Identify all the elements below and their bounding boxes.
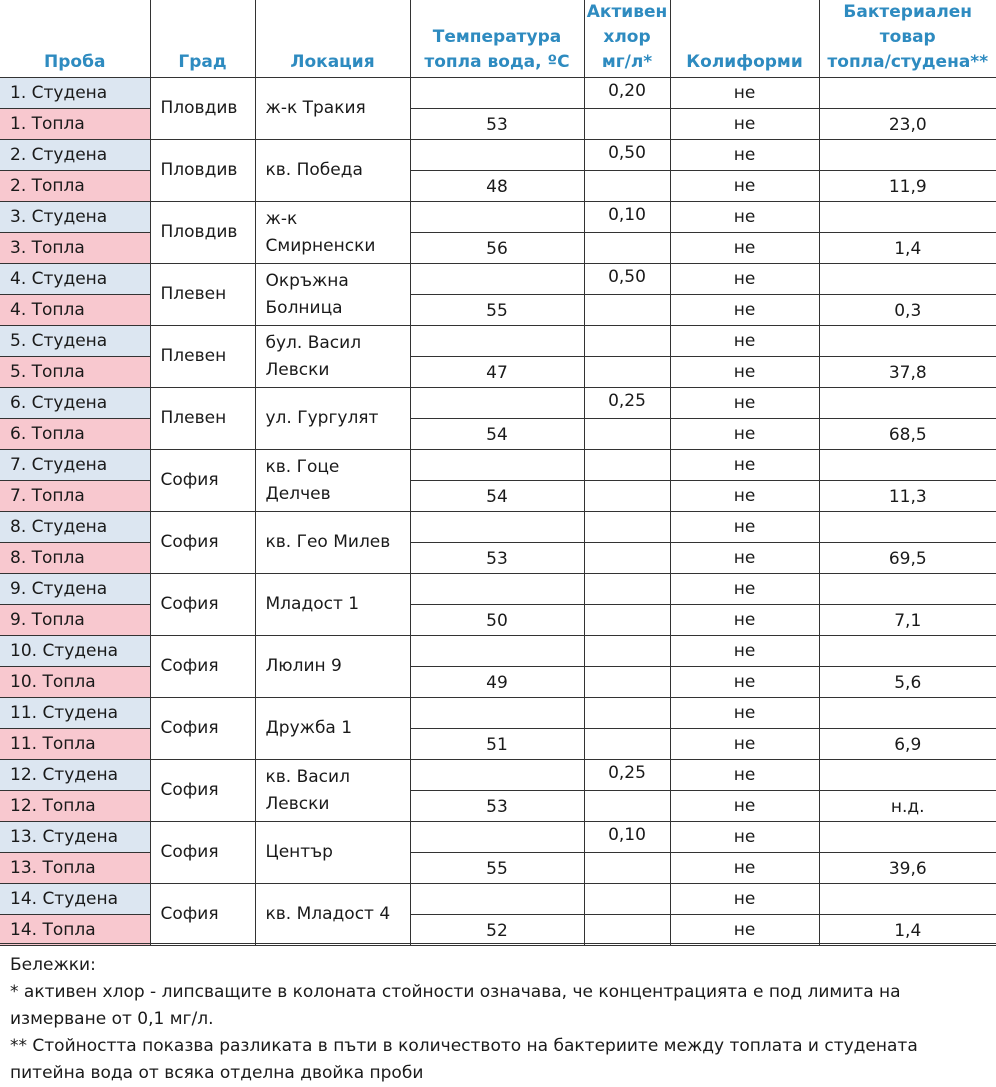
sample-cold-label: 3. Студена bbox=[0, 202, 150, 233]
sample-hot-label: 2. Топла bbox=[0, 171, 150, 202]
sample-city: Пловдив bbox=[150, 78, 255, 140]
temperature-value: 48 bbox=[410, 171, 584, 202]
hot-chlorine-cell bbox=[584, 605, 670, 636]
bacterial-load-value: 11,9 bbox=[819, 171, 996, 202]
sample-hot-label: 3. Топла bbox=[0, 233, 150, 264]
sample-location: кв. Младост 4 bbox=[255, 884, 410, 946]
cold-temperature-cell bbox=[410, 264, 584, 295]
temperature-value: 47 bbox=[410, 357, 584, 388]
header-coliforms: Колиформи bbox=[670, 0, 819, 78]
coliform-cold: не bbox=[670, 78, 819, 109]
coliform-hot: не bbox=[670, 481, 819, 512]
coliform-hot: не bbox=[670, 605, 819, 636]
sample-location: ж-к Тракия bbox=[255, 78, 410, 140]
table-row-cold bbox=[0, 636, 996, 667]
sample-cold-label: 11. Студена bbox=[0, 698, 150, 729]
bacterial-load-value: 68,5 bbox=[819, 419, 996, 450]
sample-city: София bbox=[150, 574, 255, 636]
sample-location: кв. Васил Левски bbox=[255, 760, 410, 822]
cold-temperature-cell bbox=[410, 574, 584, 605]
header-probe: Проба bbox=[0, 0, 150, 78]
coliform-hot: не bbox=[670, 171, 819, 202]
hot-chlorine-cell bbox=[584, 667, 670, 698]
sample-cold-label: 5. Студена bbox=[0, 326, 150, 357]
bacterial-load-value: 1,4 bbox=[819, 233, 996, 264]
coliform-hot: не bbox=[670, 109, 819, 140]
sample-cold-label: 10. Студена bbox=[0, 636, 150, 667]
coliform-hot: не bbox=[670, 233, 819, 264]
bacterial-load-value: 7,1 bbox=[819, 605, 996, 636]
bacterial-load-value: 37,8 bbox=[819, 357, 996, 388]
chlorine-value bbox=[584, 636, 670, 667]
table-row-cold bbox=[0, 264, 996, 295]
cold-temperature-cell bbox=[410, 636, 584, 667]
cold-temperature-cell bbox=[410, 698, 584, 729]
sample-cold-label: 9. Студена bbox=[0, 574, 150, 605]
table-row-cold bbox=[0, 698, 996, 729]
coliform-hot: не bbox=[670, 791, 819, 822]
hot-chlorine-cell bbox=[584, 233, 670, 264]
coliform-cold: не bbox=[670, 140, 819, 171]
table-row-cold bbox=[0, 326, 996, 357]
hot-chlorine-cell bbox=[584, 543, 670, 574]
table-row-hot bbox=[0, 853, 996, 884]
sample-location: кв. Гоце Делчев bbox=[255, 450, 410, 512]
sample-cold-label: 2. Студена bbox=[0, 140, 150, 171]
chlorine-value: 0,25 bbox=[584, 388, 670, 419]
sample-cold-label: 8. Студена bbox=[0, 512, 150, 543]
hot-chlorine-cell bbox=[584, 481, 670, 512]
cold-bacterial-cell bbox=[819, 264, 996, 295]
cold-temperature-cell bbox=[410, 450, 584, 481]
table-row-cold bbox=[0, 450, 996, 481]
hot-chlorine-cell bbox=[584, 171, 670, 202]
cold-bacterial-cell bbox=[819, 140, 996, 171]
table-row-hot bbox=[0, 791, 996, 822]
sample-location: кв. Победа bbox=[255, 140, 410, 202]
cold-bacterial-cell bbox=[819, 202, 996, 233]
temperature-value: 53 bbox=[410, 791, 584, 822]
table-row-hot bbox=[0, 233, 996, 264]
note-chlorine: * активен хлор - липсващите в колоната стойности означава, че концентрацията е под лимита на измерване от 0,1 мг/л. bbox=[10, 982, 901, 1029]
sample-hot-label: 10. Топла bbox=[0, 667, 150, 698]
sample-cold-label: 12. Студена bbox=[0, 760, 150, 791]
sample-location: Люлин 9 bbox=[255, 636, 410, 698]
cold-bacterial-cell bbox=[819, 698, 996, 729]
sample-location: кв. Гео Милев bbox=[255, 512, 410, 574]
sample-cold-label: 13. Студена bbox=[0, 822, 150, 853]
header-city: Град bbox=[150, 0, 255, 78]
temperature-value: 51 bbox=[410, 729, 584, 760]
chlorine-value: 0,25 bbox=[584, 760, 670, 791]
coliform-hot: не bbox=[670, 667, 819, 698]
hot-chlorine-cell bbox=[584, 915, 670, 946]
sample-hot-label: 13. Топла bbox=[0, 853, 150, 884]
coliform-cold: не bbox=[670, 202, 819, 233]
bacterial-load-value: 6,9 bbox=[819, 729, 996, 760]
table-row-hot bbox=[0, 171, 996, 202]
table-row-hot bbox=[0, 605, 996, 636]
coliform-cold: не bbox=[670, 388, 819, 419]
cold-temperature-cell bbox=[410, 884, 584, 915]
hot-chlorine-cell bbox=[584, 419, 670, 450]
bacterial-load-value: 1,4 bbox=[819, 915, 996, 946]
header-location: Локация bbox=[255, 0, 410, 78]
cold-temperature-cell bbox=[410, 202, 584, 233]
cold-temperature-cell bbox=[410, 140, 584, 171]
sample-cold-label: 6. Студена bbox=[0, 388, 150, 419]
cold-bacterial-cell bbox=[819, 822, 996, 853]
coliform-cold: не bbox=[670, 512, 819, 543]
header-chlorine: Активен хлор мг/л* bbox=[584, 0, 670, 78]
sample-hot-label: 1. Топла bbox=[0, 109, 150, 140]
sample-city: Пловдив bbox=[150, 140, 255, 202]
sample-location: Дружба 1 bbox=[255, 698, 410, 760]
hot-chlorine-cell bbox=[584, 729, 670, 760]
chlorine-value bbox=[584, 884, 670, 915]
sample-city: София bbox=[150, 512, 255, 574]
sample-location: Център bbox=[255, 822, 410, 884]
temperature-value: 52 bbox=[410, 915, 584, 946]
sample-hot-label: 5. Топла bbox=[0, 357, 150, 388]
cold-bacterial-cell bbox=[819, 760, 996, 791]
sample-hot-label: 12. Топла bbox=[0, 791, 150, 822]
temperature-value: 53 bbox=[410, 109, 584, 140]
cold-temperature-cell bbox=[410, 822, 584, 853]
cold-bacterial-cell bbox=[819, 78, 996, 109]
temperature-value: 55 bbox=[410, 295, 584, 326]
cold-bacterial-cell bbox=[819, 574, 996, 605]
note-bacterial: ** Стойността показва разликата в пъти в количеството на бактериите между топлата и студената питейна вода от всяка отделна двойка проби bbox=[10, 1036, 918, 1083]
sample-hot-label: 4. Топла bbox=[0, 295, 150, 326]
table-row-hot bbox=[0, 295, 996, 326]
table-row-hot bbox=[0, 419, 996, 450]
sample-location: бул. Васил Левски bbox=[255, 326, 410, 388]
sample-city: София bbox=[150, 760, 255, 822]
sample-cold-label: 14. Студена bbox=[0, 884, 150, 915]
sample-city: Плевен bbox=[150, 326, 255, 388]
coliform-cold: не bbox=[670, 822, 819, 853]
table-row-hot bbox=[0, 357, 996, 388]
table-row-cold bbox=[0, 388, 996, 419]
coliform-cold: не bbox=[670, 574, 819, 605]
sample-hot-label: 11. Топла bbox=[0, 729, 150, 760]
chlorine-value bbox=[584, 698, 670, 729]
cold-bacterial-cell bbox=[819, 636, 996, 667]
table-row-hot bbox=[0, 481, 996, 512]
chlorine-value: 0,50 bbox=[584, 264, 670, 295]
table-row-cold bbox=[0, 78, 996, 109]
coliform-cold: не bbox=[670, 636, 819, 667]
notes-title: Бележки: bbox=[10, 955, 96, 975]
coliform-cold: не bbox=[670, 264, 819, 295]
sample-location: Младост 1 bbox=[255, 574, 410, 636]
sample-city: Пловдив bbox=[150, 202, 255, 264]
hot-chlorine-cell bbox=[584, 295, 670, 326]
sample-hot-label: 8. Топла bbox=[0, 543, 150, 574]
coliform-hot: не bbox=[670, 853, 819, 884]
sample-cold-label: 7. Студена bbox=[0, 450, 150, 481]
table-row-cold bbox=[0, 202, 996, 233]
chlorine-value bbox=[584, 574, 670, 605]
sample-hot-label: 14. Топла bbox=[0, 915, 150, 946]
cold-bacterial-cell bbox=[819, 512, 996, 543]
coliform-hot: не bbox=[670, 543, 819, 574]
header-row bbox=[0, 0, 996, 78]
temperature-value: 56 bbox=[410, 233, 584, 264]
bacterial-load-value: 39,6 bbox=[819, 853, 996, 884]
cold-bacterial-cell bbox=[819, 884, 996, 915]
cold-temperature-cell bbox=[410, 760, 584, 791]
temperature-value: 55 bbox=[410, 853, 584, 884]
table-row-cold bbox=[0, 760, 996, 791]
coliform-hot: не bbox=[670, 419, 819, 450]
coliform-cold: не bbox=[670, 884, 819, 915]
hot-chlorine-cell bbox=[584, 853, 670, 884]
temperature-value: 54 bbox=[410, 419, 584, 450]
sample-hot-label: 6. Топла bbox=[0, 419, 150, 450]
cold-bacterial-cell bbox=[819, 388, 996, 419]
chlorine-value bbox=[584, 512, 670, 543]
sample-cold-label: 4. Студена bbox=[0, 264, 150, 295]
sample-city: София bbox=[150, 450, 255, 512]
coliform-cold: не bbox=[670, 698, 819, 729]
coliform-hot: не bbox=[670, 357, 819, 388]
table-row-cold bbox=[0, 574, 996, 605]
header-bacterial: Бактериален товар топла/студена** bbox=[819, 0, 996, 78]
sample-city: Плевен bbox=[150, 264, 255, 326]
chlorine-value bbox=[584, 450, 670, 481]
sample-city: София bbox=[150, 822, 255, 884]
sample-city: София bbox=[150, 636, 255, 698]
temperature-value: 53 bbox=[410, 543, 584, 574]
bacterial-load-value: н.д. bbox=[819, 791, 996, 822]
chlorine-value: 0,10 bbox=[584, 822, 670, 853]
bacterial-load-value: 0,3 bbox=[819, 295, 996, 326]
cold-temperature-cell bbox=[410, 78, 584, 109]
table-row-hot bbox=[0, 667, 996, 698]
chlorine-value: 0,50 bbox=[584, 140, 670, 171]
header-temperature: Температура топла вода, ºC bbox=[410, 0, 584, 78]
table-row-cold bbox=[0, 884, 996, 915]
hot-chlorine-cell bbox=[584, 791, 670, 822]
bacterial-load-value: 23,0 bbox=[819, 109, 996, 140]
bacterial-load-value: 11,3 bbox=[819, 481, 996, 512]
table-row-cold bbox=[0, 140, 996, 171]
coliform-hot: не bbox=[670, 295, 819, 326]
table-row-hot bbox=[0, 915, 996, 946]
chlorine-value: 0,20 bbox=[584, 78, 670, 109]
sample-location: Окръжна Болница bbox=[255, 264, 410, 326]
sample-hot-label: 7. Топла bbox=[0, 481, 150, 512]
temperature-value: 50 bbox=[410, 605, 584, 636]
chlorine-value: 0,10 bbox=[584, 202, 670, 233]
temperature-value: 49 bbox=[410, 667, 584, 698]
temperature-value: 54 bbox=[410, 481, 584, 512]
notes-section bbox=[0, 943, 996, 1083]
cold-temperature-cell bbox=[410, 326, 584, 357]
sample-hot-label: 9. Топла bbox=[0, 605, 150, 636]
bacterial-load-value: 5,6 bbox=[819, 667, 996, 698]
cold-temperature-cell bbox=[410, 388, 584, 419]
cold-bacterial-cell bbox=[819, 326, 996, 357]
chlorine-value bbox=[584, 326, 670, 357]
coliform-hot: не bbox=[670, 915, 819, 946]
bacterial-load-value: 69,5 bbox=[819, 543, 996, 574]
sample-city: София bbox=[150, 698, 255, 760]
coliform-hot: не bbox=[670, 729, 819, 760]
sample-city: Плевен bbox=[150, 388, 255, 450]
coliform-cold: не bbox=[670, 760, 819, 791]
cold-temperature-cell bbox=[410, 512, 584, 543]
cold-bacterial-cell bbox=[819, 450, 996, 481]
sample-city: София bbox=[150, 884, 255, 946]
hot-chlorine-cell bbox=[584, 109, 670, 140]
sample-location: ул. Гургулят bbox=[255, 388, 410, 450]
table-row-hot bbox=[0, 543, 996, 574]
sample-location: ж-к Смирненски bbox=[255, 202, 410, 264]
sample-cold-label: 1. Студена bbox=[0, 78, 150, 109]
hot-chlorine-cell bbox=[584, 357, 670, 388]
coliform-cold: не bbox=[670, 326, 819, 357]
table-row-cold bbox=[0, 512, 996, 543]
table-row-hot bbox=[0, 109, 996, 140]
table-row-hot bbox=[0, 729, 996, 760]
table-row-cold bbox=[0, 822, 996, 853]
coliform-cold: не bbox=[670, 450, 819, 481]
